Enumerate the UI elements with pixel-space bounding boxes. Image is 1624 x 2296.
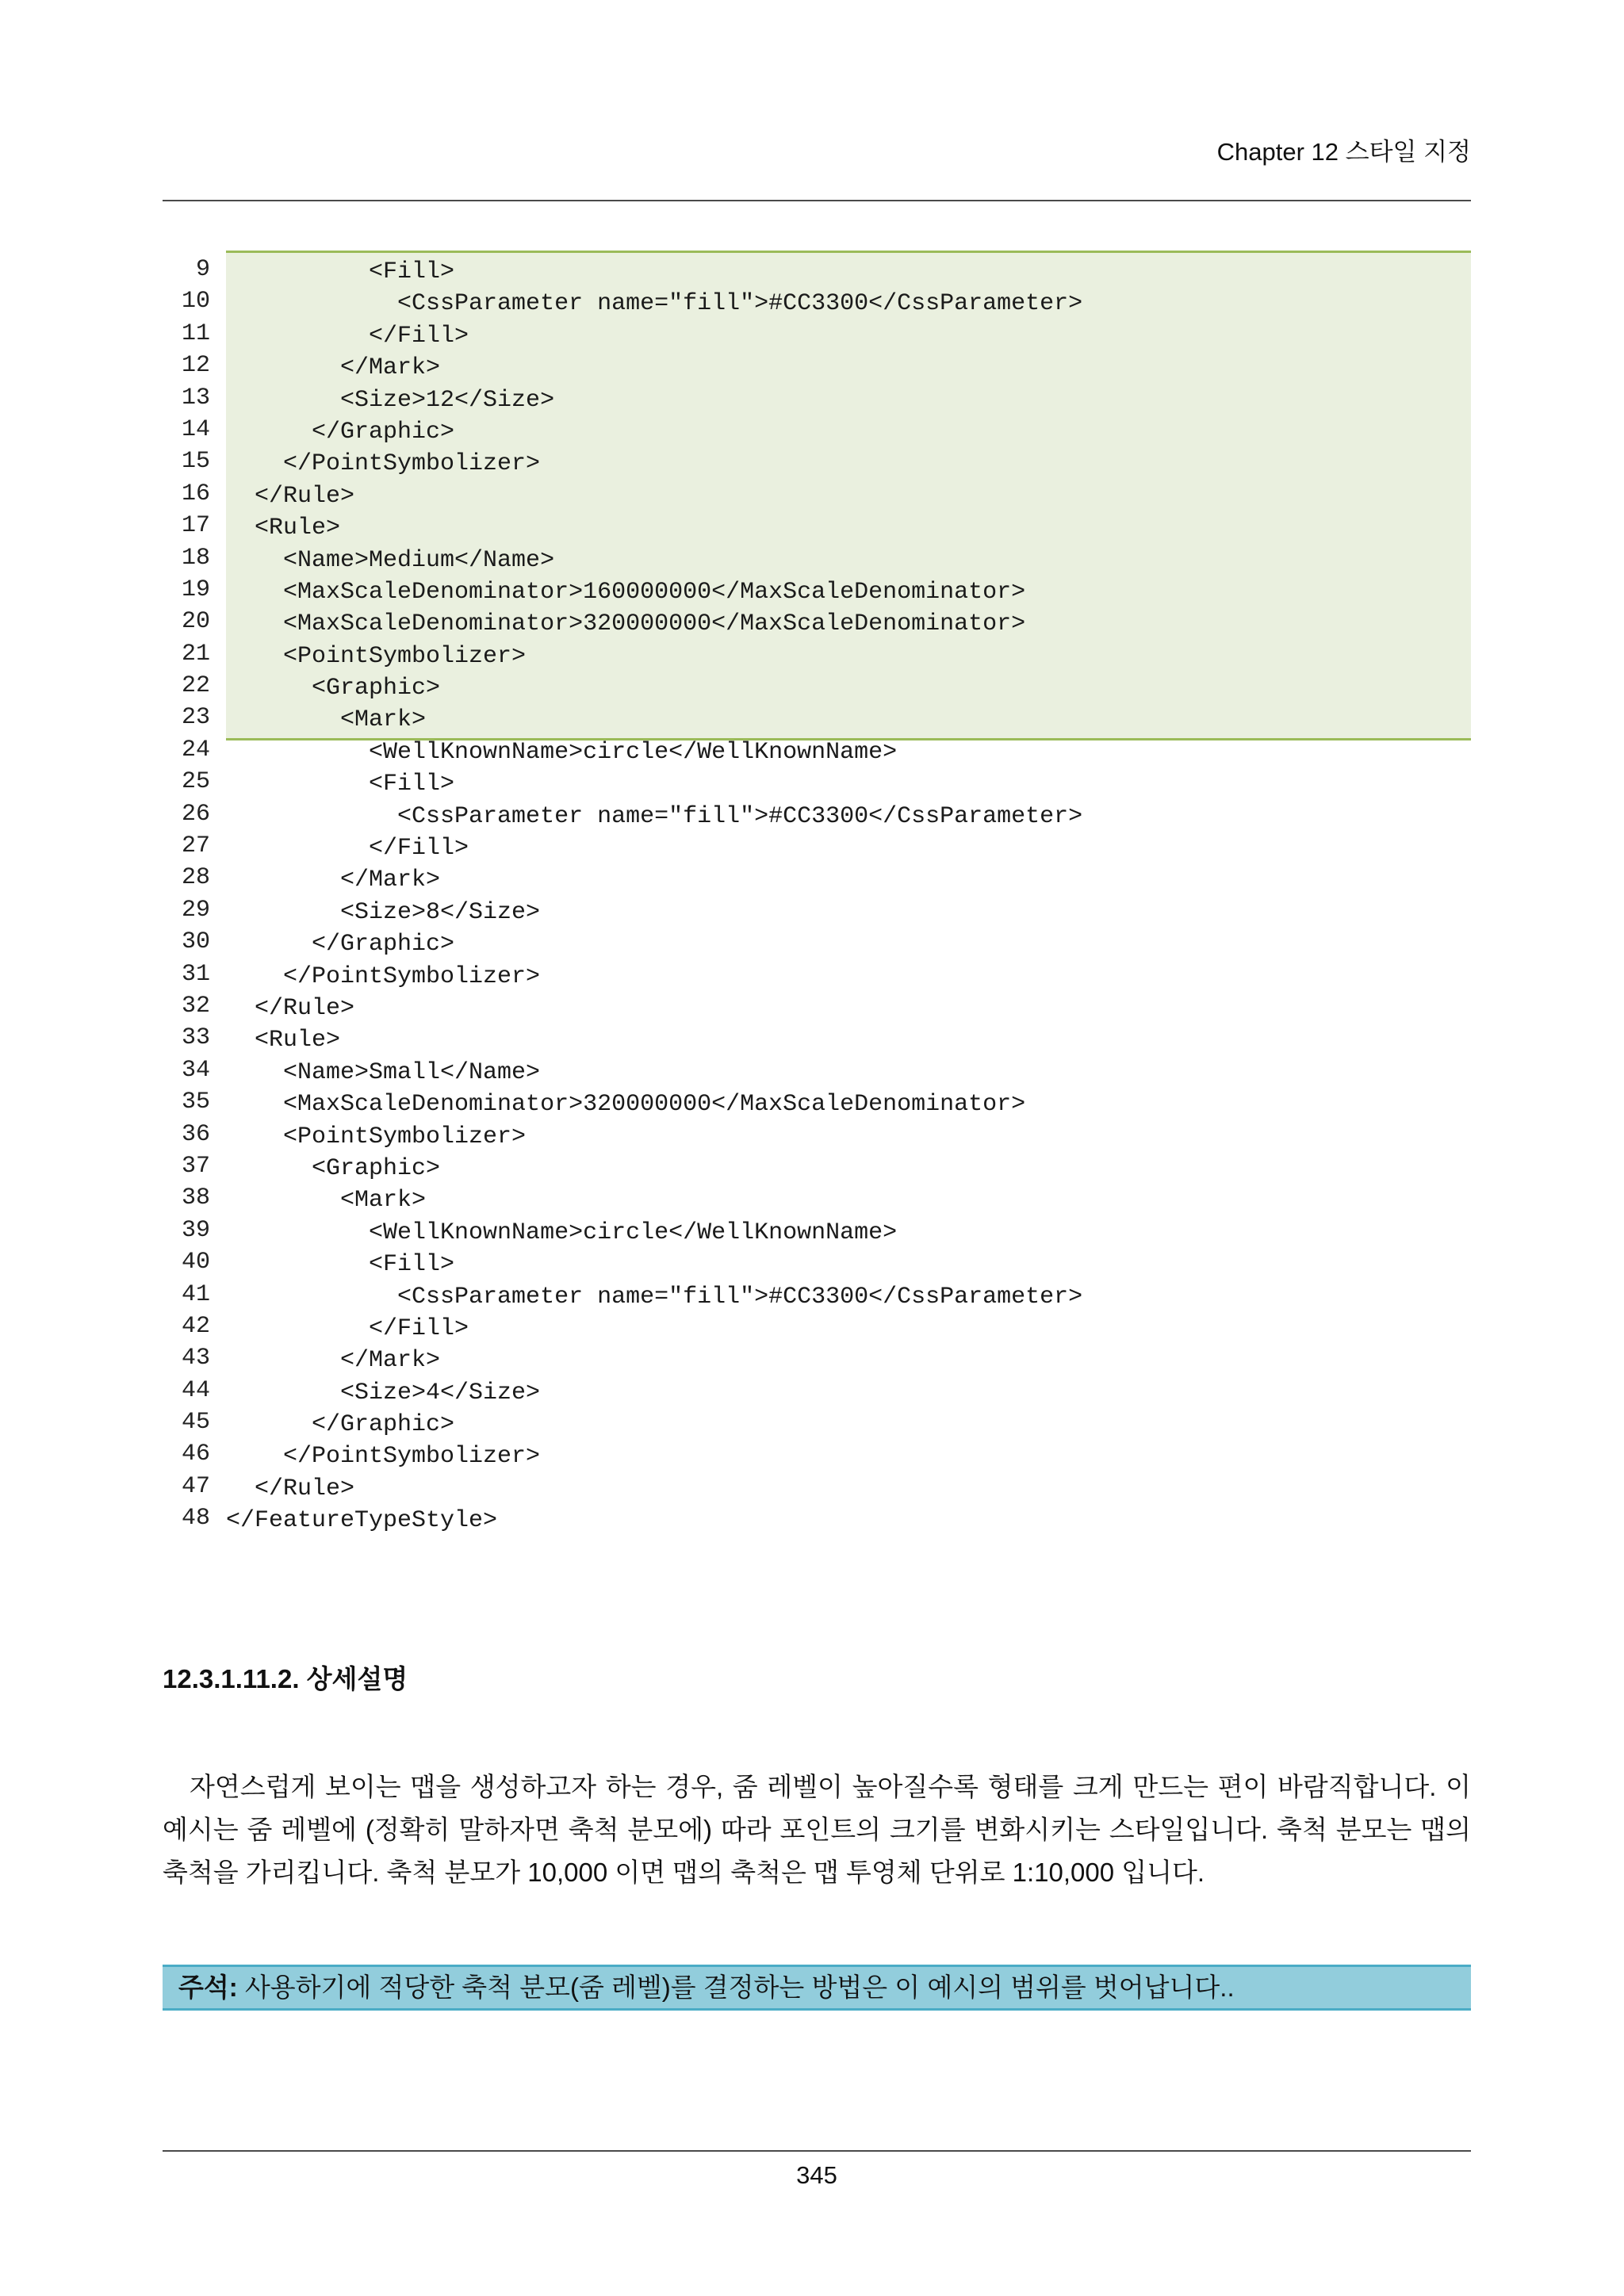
code-line: </Mark>	[226, 354, 441, 382]
code-line: </PointSymbolizer>	[226, 962, 541, 990]
code-line: <MaxScaleDenominator>160000000</MaxScaleDenominator>	[226, 578, 1026, 606]
code-listing	[163, 251, 1471, 1535]
code-line-number: 22	[181, 672, 210, 700]
code-line-number: 29	[181, 896, 210, 924]
code-line: <MaxScaleDenominator>320000000</MaxScaleDenominator>	[226, 1091, 1026, 1119]
code-line-number: 45	[181, 1409, 210, 1437]
code-line-number: 31	[181, 960, 210, 988]
code-line-number: 25	[181, 768, 210, 796]
code-line: <Graphic>	[226, 1154, 441, 1182]
code-line-number: 34	[181, 1056, 210, 1084]
header-divider	[163, 200, 1471, 201]
code-line-number: 13	[181, 384, 210, 411]
code-line: </Fill>	[226, 322, 469, 350]
code-line-number: 10	[181, 288, 210, 316]
code-line: </Rule>	[226, 482, 355, 510]
code-line: <Size>4</Size>	[226, 1379, 541, 1406]
code-line: <PointSymbolizer>	[226, 1123, 527, 1150]
code-line: <Fill>	[226, 771, 455, 798]
code-line: <Name>Medium</Name>	[226, 546, 555, 574]
code-line-number: 26	[181, 800, 210, 828]
code-line-number: 41	[181, 1280, 210, 1308]
code-line-number: 16	[181, 480, 210, 507]
note-box	[163, 1965, 1471, 2011]
line-number-column	[163, 251, 210, 1535]
code-line: <MaxScaleDenominator>320000000</MaxScaleDenominator>	[226, 610, 1026, 638]
code-line-number: 9	[195, 256, 210, 283]
code-line: </Graphic>	[226, 418, 455, 446]
code-line: <Rule>	[226, 1027, 341, 1054]
code-line-number: 35	[181, 1089, 210, 1116]
code-line: <Graphic>	[226, 675, 441, 702]
section-heading: 12.3.1.11.2. 상세설명	[163, 1664, 408, 1693]
code-line: </FeatureTypeStyle>	[226, 1507, 498, 1535]
code-line-number: 42	[181, 1312, 210, 1340]
code-line-number: 43	[181, 1345, 210, 1372]
code-line-number: 40	[181, 1249, 210, 1276]
code-line-number: 30	[181, 928, 210, 956]
code-line-number: 39	[181, 1216, 210, 1244]
code-block	[226, 251, 1471, 1535]
code-line-number: 48	[181, 1505, 210, 1533]
code-line: <PointSymbolizer>	[226, 642, 527, 670]
code-line-number: 14	[181, 415, 210, 443]
code-line: </Fill>	[226, 835, 469, 863]
code-line: </PointSymbolizer>	[226, 1443, 541, 1471]
code-line-number: 11	[181, 320, 210, 347]
note-label: 주석:	[178, 1973, 238, 2002]
page-header	[163, 127, 1471, 201]
code-line: </Rule>	[226, 1475, 355, 1502]
code-line-number: 19	[181, 576, 210, 603]
code-line-number: 36	[181, 1120, 210, 1148]
code-line-number: 20	[181, 608, 210, 636]
code-line: <Fill>	[226, 258, 455, 285]
code-line: <CssParameter name="fill">#CC3300</CssParameter>	[226, 1283, 1083, 1311]
code-line-number: 37	[181, 1152, 210, 1180]
code-line-number: 12	[181, 352, 210, 380]
code-line: <Size>12</Size>	[226, 386, 555, 414]
code-line: <CssParameter name="fill">#CC3300</CssParameter>	[226, 290, 1083, 318]
code-line-number: 24	[181, 736, 210, 763]
code-line: <WellKnownName>circle</WellKnownName>	[226, 738, 898, 766]
code-line-number: 32	[181, 992, 210, 1020]
code-line: <Rule>	[226, 515, 341, 542]
code-line: </Graphic>	[226, 1411, 455, 1439]
code-line: <Size>8</Size>	[226, 898, 541, 926]
code-line-number: 18	[181, 544, 210, 572]
code-line: </PointSymbolizer>	[226, 450, 541, 478]
code-line-number: 47	[181, 1472, 210, 1500]
body-paragraph: 자연스럽게 보이는 맵을 생성하고자 하는 경우, 줌 레벨이 높아질수록 형태를 크게 만드는 편이 바람직합니다. 이 예시는 줌 레벨에 (정확히 말하자면 축척 분모에) 따라 포인트의 크기를 변화시키는 스타일입니다. 축척 분모는 맵의 축척을 가리킵니다. 축척 분모가 10,000 이면 맵의 축척은 맵 투영체 단위로 1:10,000 입니다.	[163, 1772, 1471, 1887]
code-line-number: 28	[181, 864, 210, 892]
code-line-number: 21	[181, 640, 210, 668]
code-line: </Rule>	[226, 994, 355, 1022]
footer-divider	[163, 2150, 1471, 2152]
code-line: <WellKnownName>circle</WellKnownName>	[226, 1219, 898, 1246]
code-line: </Fill>	[226, 1314, 469, 1342]
code-line: <Mark>	[226, 1187, 427, 1215]
code-line-number: 23	[181, 704, 210, 732]
chapter-title: Chapter 12 스타일 지정	[1216, 138, 1471, 166]
page-number: 345	[796, 2161, 837, 2189]
note-text: 사용하기에 적당한 축척 분모(줌 레벨)를 결정하는 방법은 이 예시의 범위를 벗어납니다..	[237, 1973, 1235, 2002]
code-line: <CssParameter name="fill">#CC3300</CssParameter>	[226, 802, 1083, 830]
code-line: <Mark>	[226, 706, 427, 734]
code-line: </Graphic>	[226, 931, 455, 959]
code-line-number: 33	[181, 1024, 210, 1052]
code-line: <Name>Small</Name>	[226, 1058, 541, 1086]
code-line: </Mark>	[226, 1347, 441, 1375]
code-line-number: 46	[181, 1441, 210, 1468]
code-line: </Mark>	[226, 867, 441, 894]
code-line-number: 17	[181, 512, 210, 540]
code-line-number: 27	[181, 832, 210, 860]
code-line: <Fill>	[226, 1251, 455, 1279]
code-line-number: 38	[181, 1184, 210, 1212]
code-line-number: 44	[181, 1376, 210, 1404]
code-line-number: 15	[181, 448, 210, 476]
